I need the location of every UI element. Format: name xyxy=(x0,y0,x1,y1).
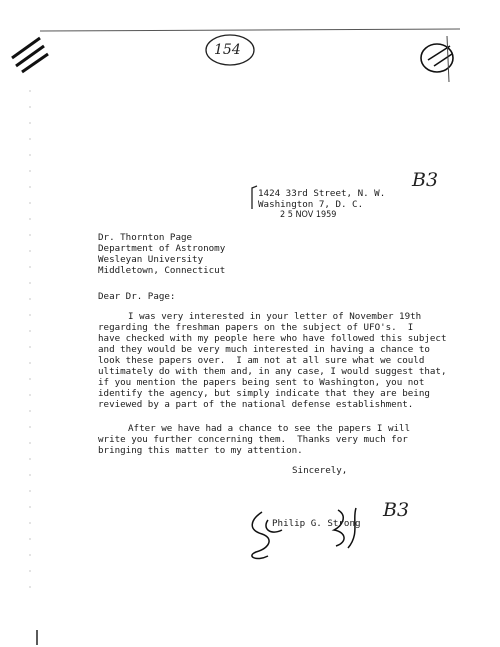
return-address-city: Washington 7, D. C. xyxy=(258,199,364,210)
scribble-top-left xyxy=(12,38,48,72)
body-line: ultimately do with them and, in any case, I would suggest that, xyxy=(98,366,447,377)
page-number-annotation: 154 xyxy=(214,42,241,58)
body-line: if you mention the papers being sent to Washington, you not xyxy=(98,377,425,388)
body-line: I was very interested in your letter of November 19th xyxy=(128,311,422,322)
body-line: have checked with my people here who have followed this subject xyxy=(98,333,447,344)
body-line: reviewed by a part of the national defense establishment. xyxy=(98,399,414,410)
body-line: identify the agency, but simply indicate that they are being xyxy=(98,388,430,399)
body-line: bringing this matter to my attention. xyxy=(98,445,303,456)
body-line: regarding the freshman papers on the subject of UFO's. I xyxy=(98,322,414,333)
signature-name: Philip G. Strong xyxy=(272,518,361,529)
body-line: look these papers over. I am not at all sure what we could xyxy=(98,355,425,366)
right-fold-line xyxy=(447,36,449,82)
scan-top-line xyxy=(40,29,460,31)
date-stamp: 2 5 NOV 1959 xyxy=(280,210,337,220)
body-line: write you further concerning them. Thanks very much for xyxy=(98,434,408,445)
closing: Sincerely, xyxy=(292,465,348,476)
body-line: After we have had a chance to see the papers I will xyxy=(128,423,411,434)
recipient-line: Middletown, Connecticut xyxy=(98,265,226,276)
marking-signature: B3 xyxy=(383,499,410,521)
salutation: Dear Dr. Page: xyxy=(98,291,176,302)
signature-scrawl xyxy=(252,508,356,559)
marking-top: B3 xyxy=(412,169,439,191)
address-bracket xyxy=(252,186,257,209)
recipient-line: Wesleyan University xyxy=(98,254,204,265)
recipient-line: Dr. Thornton Page xyxy=(98,232,193,243)
body-line: and they would be very much interested in having a chance to xyxy=(98,344,430,355)
recipient-line: Department of Astronomy xyxy=(98,243,226,254)
return-address-street: 1424 33rd Street, N. W. xyxy=(258,188,386,199)
